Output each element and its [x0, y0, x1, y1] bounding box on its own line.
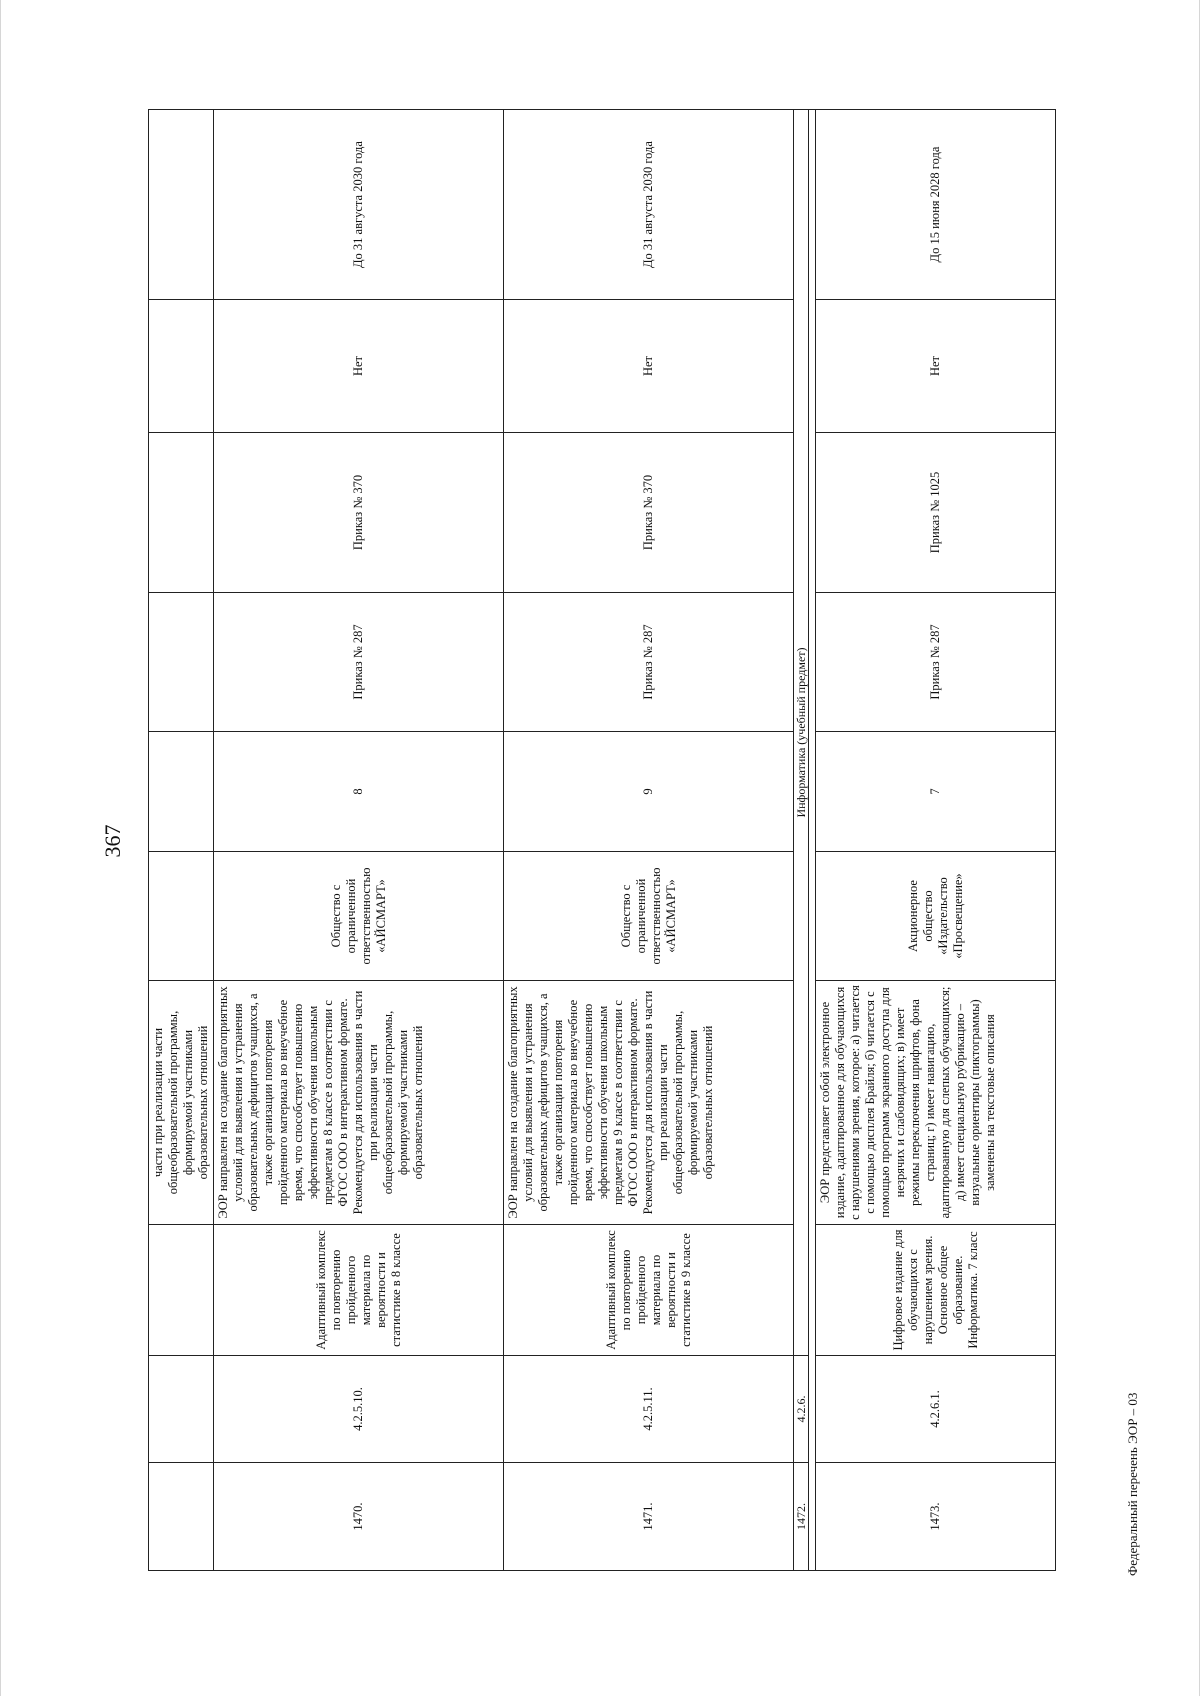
- flag-cell: [149, 300, 214, 433]
- grade-cell: 8: [214, 732, 504, 852]
- code-cell: 4.2.6.1.: [816, 1356, 1056, 1463]
- grade-cell: [149, 732, 214, 852]
- num-cell: 1473.: [816, 1463, 1056, 1571]
- description-cell: части при реализации части общеобразовательной программы, формируемой участниками образовательных отношений: [149, 981, 214, 1225]
- code-cell: [149, 1356, 214, 1463]
- flag-cell: Нет: [504, 300, 794, 433]
- num-cell: 1471.: [504, 1463, 794, 1571]
- org-cell: Акционерное общество «Издательство «Просвещение»: [816, 852, 1056, 981]
- table-row: [214, 110, 504, 1571]
- title-cell: Цифровое издание для обучающихся с нарушением зрения. Основное общее образование. Информатика. 7 класс: [816, 1225, 1056, 1356]
- grade-cell: 7: [816, 732, 1056, 852]
- code-cell: 4.2.5.11.: [504, 1356, 794, 1463]
- title-cell: [149, 1225, 214, 1356]
- table-row-continued: [149, 110, 214, 1571]
- org-cell: [149, 852, 214, 981]
- org-cell: Общество с ограниченной ответственностью «АЙСМАРТ»: [504, 852, 794, 981]
- page-number: 367: [100, 824, 125, 858]
- num-cell: 1470.: [214, 1463, 504, 1571]
- table-row: [816, 110, 1056, 1571]
- title-cell: Адаптивный комплекс по повторению пройденного материала по вероятности и статистике в 9 классе: [504, 1225, 794, 1356]
- code-cell: 4.2.5.10.: [214, 1356, 504, 1463]
- order1-cell: Приказ № 287: [214, 593, 504, 732]
- order2-cell: Приказ № 370: [214, 433, 504, 593]
- description-cell: ЭОР представляет собой электронное издание, адаптированное для обучающихся с нарушениями зрения, которое: а) читается с помощью дисплея Брайля; б) читается с помощью программ экранного доступа для незрячих и слабовидящих; в) имеет режимы переключения шрифтов, фона страниц; г) имеет навигацию, адаптированную для слепых обучающихся; д) имеет специальную рубрикацию – визуальные ориентиры (пиктограммы) заменены на текстовые описания: [816, 981, 1056, 1225]
- flag-cell: Нет: [816, 300, 1056, 433]
- code-cell: 4.2.6.: [794, 1356, 809, 1463]
- until-cell: До 15 июня 2028 года: [816, 110, 1056, 300]
- title-cell: Адаптивный комплекс по повторению пройденного материала по вероятности и статистике в 8 классе: [214, 1225, 504, 1356]
- section-title: Информатика (учебный предмет): [794, 110, 809, 1356]
- order2-cell: [149, 433, 214, 593]
- spacer-cell: [809, 110, 816, 1571]
- until-cell: [149, 110, 214, 300]
- order1-cell: [149, 593, 214, 732]
- table-row: [504, 110, 794, 1571]
- description-cell: ЭОР направлен на создание благоприятных условий для выявления и устранения образовательных дефицитов учащихся, а также организации повторения пройденного материала во внеучебное время, что способствует повышению эффективности обучения школьным предметам в 8 классе в соответствии с ФГОС ООО в интерактивном формате. Рекомендуется для использования в части при реализации части общеобразовательной программы, формируемой участниками образовательных отношений: [214, 981, 504, 1225]
- section-row: [794, 110, 809, 1571]
- order1-cell: Приказ № 287: [504, 593, 794, 732]
- spacer-row: [809, 110, 816, 1571]
- eor-table: [148, 109, 1056, 1571]
- order1-cell: Приказ № 287: [816, 593, 1056, 732]
- org-cell: Общество с ограниченной ответственностью «АЙСМАРТ»: [214, 852, 504, 981]
- footer-text: Федеральный перечень ЭОР – 03: [1125, 1392, 1140, 1576]
- order2-cell: Приказ № 1025: [816, 433, 1056, 593]
- flag-cell: Нет: [214, 300, 504, 433]
- order2-cell: Приказ № 370: [504, 433, 794, 593]
- num-cell: 1472.: [794, 1463, 809, 1571]
- until-cell: До 31 августа 2030 года: [504, 110, 794, 300]
- until-cell: До 31 августа 2030 года: [214, 110, 504, 300]
- grade-cell: 9: [504, 732, 794, 852]
- description-cell: ЭОР направлен на создание благоприятных условий для выявления и устранения образовательных дефицитов учащихся, а также организации повторения пройденного материала во внеучебное время, что способствует повышению эффективности обучения школьным предметам в 9 классе в соответствии с ФГОС ООО в интерактивном формате. Рекомендуется для использования в части при реализации части общеобразовательной программы, формируемой участниками образовательных отношений: [504, 981, 794, 1225]
- num-cell: [149, 1463, 214, 1571]
